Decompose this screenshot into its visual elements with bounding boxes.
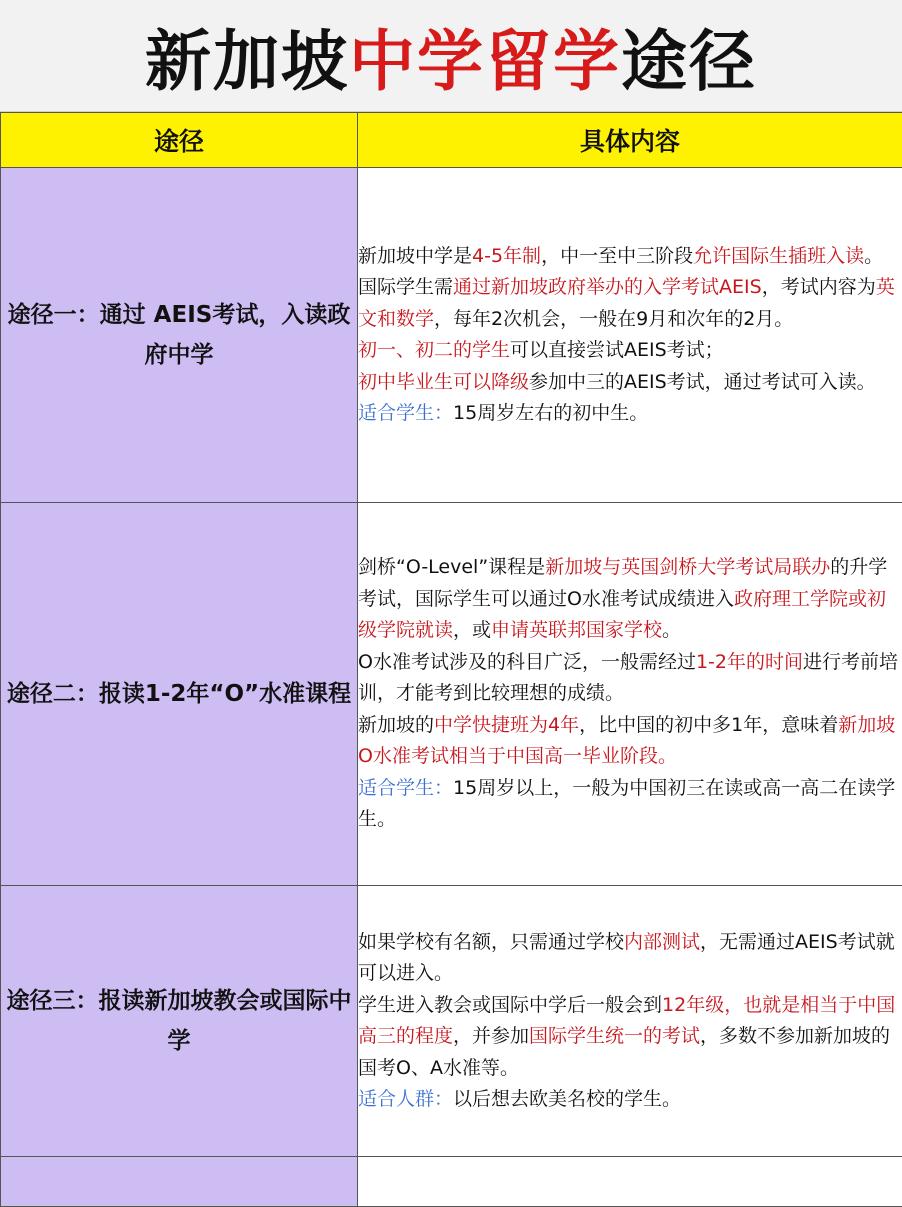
text: 的升学考试，国际学生可以通过O水准考试成绩进入 — [358, 556, 887, 610]
title-part-2: 中学留学 — [349, 8, 621, 103]
table-row — [1, 1157, 902, 1207]
route-cell — [1, 886, 358, 1157]
text: ，或 — [453, 619, 491, 641]
text: ，比中国的初中多1年，意味着 — [579, 714, 838, 736]
highlight-text: 1-2年的时间 — [696, 651, 803, 673]
title-part-3: 途径 — [621, 8, 757, 103]
route-label: 途径二：报读1-2年“O”水准课程 — [7, 681, 351, 707]
table-row — [1, 168, 902, 503]
content-paragraph — [358, 335, 902, 367]
text: ，多数不参加新加坡的国考O、A水准等。 — [358, 1025, 890, 1079]
route-cell — [1, 503, 358, 886]
highlight-text: 新加坡与英国剑桥大学考试局联办 — [545, 556, 830, 578]
highlight-text: 申请英联邦国家学校 — [491, 619, 662, 641]
content-cell — [358, 886, 902, 1157]
text: 新加坡中学是 — [358, 245, 472, 267]
suitable-label: 适合学生： — [358, 402, 453, 424]
routes-table — [0, 112, 902, 1207]
highlight-text: 初中毕业生可以降级 — [358, 371, 529, 393]
content-cell — [358, 1157, 902, 1207]
text: O水准考试涉及的科目广泛，一般需经过 — [358, 651, 696, 673]
header-route: 途径 — [1, 113, 358, 168]
text: 国际学生需 — [358, 276, 453, 298]
content-paragraph — [358, 710, 902, 773]
highlight-text: 初一、初二的学生 — [358, 339, 510, 361]
text: 以后想去欧美名校的学生。 — [453, 1088, 681, 1110]
highlight-text: 内部测试 — [624, 931, 700, 953]
content-cell — [358, 168, 902, 503]
title-part-1: 新加坡 — [145, 8, 349, 103]
suitable-label: 适合人群： — [358, 1088, 453, 1110]
text: ，无需通过AEIS考试就可以进入。 — [358, 931, 895, 985]
text: 。 — [864, 245, 883, 267]
highlight-text: 政府理工学院或初级学院就读 — [358, 588, 886, 642]
text: 参加中三的AEIS考试，通过考试可入读。 — [529, 371, 876, 393]
text: 学生进入教会或国际中学后一般会到 — [358, 994, 662, 1016]
suitable-for — [358, 773, 902, 836]
highlight-text: 新加坡O水准考试相当于中国高一毕业阶段。 — [358, 714, 895, 768]
text: 新加坡的 — [358, 714, 434, 736]
highlight-text: 4-5年制 — [472, 245, 541, 267]
highlight-text: 中学快捷班为4年 — [434, 714, 579, 736]
route-cell — [1, 1157, 358, 1207]
table-header-row — [1, 113, 902, 168]
content-paragraph — [358, 990, 902, 1085]
table-row — [1, 503, 902, 886]
content-paragraph — [358, 647, 902, 710]
text: 可以直接尝试AEIS考试； — [510, 339, 724, 361]
highlight-text: 英文和数学 — [358, 276, 895, 330]
highlight-text: 12年级，也就是相当于中国高三的程度 — [358, 994, 895, 1048]
route-cell — [1, 168, 358, 503]
route-label: 途径三：报读新加坡教会或国际中学 — [7, 988, 352, 1054]
suitable-for — [358, 398, 902, 430]
text: 如果学校有名额，只需通过学校 — [358, 931, 624, 953]
highlight-text: 国际学生统一的考试 — [529, 1025, 700, 1047]
text: 15周岁左右的初中生。 — [453, 402, 648, 424]
suitable-for — [358, 1084, 902, 1116]
header-content: 具体内容 — [358, 113, 902, 168]
table-row — [1, 886, 902, 1157]
highlight-text: 允许国际生插班入读 — [693, 245, 864, 267]
highlight-text: 通过新加坡政府举办的入学考试AEIS — [453, 276, 762, 298]
text: ，并参加 — [453, 1025, 529, 1047]
text: ，中一至中三阶段 — [541, 245, 693, 267]
content-paragraph — [358, 927, 902, 990]
content-paragraph — [358, 552, 902, 647]
text: ，考试内容为 — [762, 276, 876, 298]
page-title — [0, 0, 902, 112]
content-paragraph — [358, 367, 902, 399]
text: ，每年2次机会，一般在9月和次年的2月。 — [434, 308, 793, 330]
text: 剑桥“O-Level”课程是 — [358, 556, 545, 578]
text: 。 — [662, 619, 681, 641]
content-paragraph — [358, 241, 902, 273]
text: 15周岁以上，一般为中国初三在读或高一高二在读学生。 — [358, 777, 895, 831]
route-label: 途径一：通过 AEIS考试，入读政府中学 — [8, 302, 351, 368]
suitable-label: 适合学生： — [358, 777, 453, 799]
content-paragraph — [358, 272, 902, 335]
text: 进行考前培训，才能考到比较理想的成绩。 — [358, 651, 898, 705]
content-cell — [358, 503, 902, 886]
